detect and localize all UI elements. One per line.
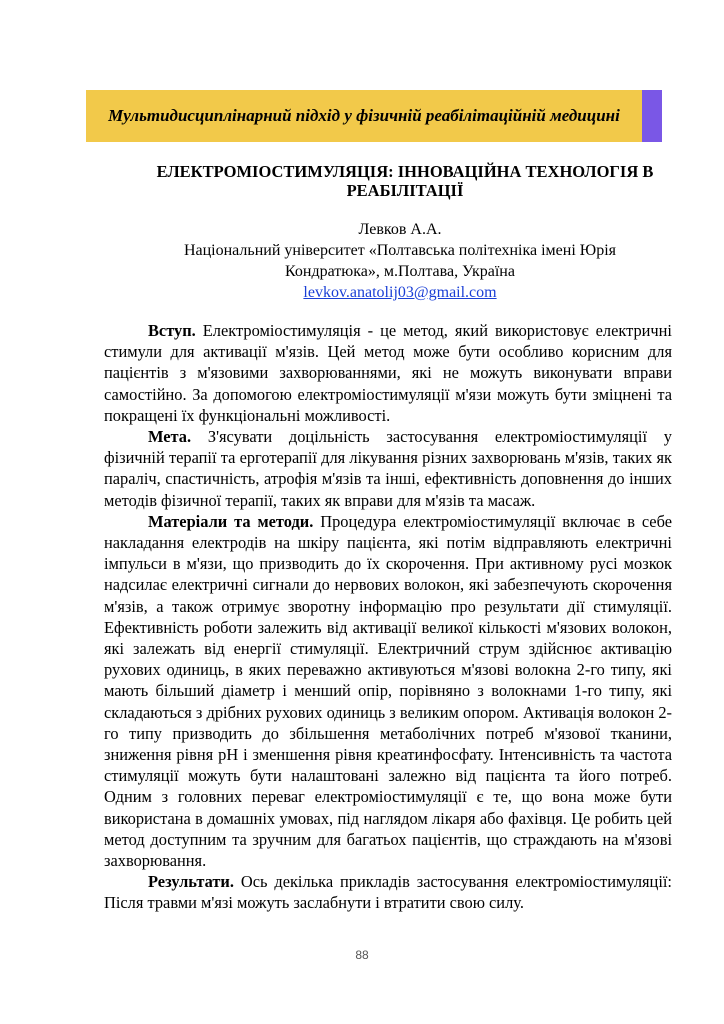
affiliation-line: Кондратюка», м.Полтава, Україна xyxy=(285,263,515,280)
banner-accent xyxy=(642,90,662,142)
header-banner xyxy=(86,90,662,142)
article-title-line: РЕАБІЛІТАЦІЇ xyxy=(346,181,464,200)
section-heading: Вступ. xyxy=(148,321,196,340)
section-text: Електроміостимуляція - це метод, який використовує електричні стимули для активації м'язів. Цей метод може бути особливо корисним для пацієнтів з м'язовими захворюваннями, які не можуть виконувати вправи самостійно. За допомогою електроміостимуляції м'язи можуть бути зміцнені та покращені їх функціональні можливості. xyxy=(104,321,672,425)
article-body xyxy=(104,320,672,914)
section-heading: Результати. xyxy=(148,872,234,892)
section-heading: Матеріали та методи. xyxy=(148,511,314,531)
author-name: Левков А.А. xyxy=(358,221,442,238)
section-methods xyxy=(104,511,672,871)
article-title-line: ЕЛЕКТРОМІОСТИМУЛЯЦІЯ: ІННОВАЦІЙНА ТЕХНОЛОГІЯ В xyxy=(156,162,654,181)
section-aim xyxy=(104,426,672,511)
affiliation-line: Національний університет «Полтавська політехніка імені Юрія xyxy=(183,242,617,259)
section-text: Процедура електроміостимуляції включає в себе накладання електродів на шкіру пацієнта, які потім відправляють електричні імпульси в м'язи, що призводить до їх скорочення. При активному русі мозкок надсилає електричні сигнали до нервових волокон, які забезпечують скорочення м'язів, а також отримує зворотну інформацію про результати дії стимуляції. Ефективність роботи залежить від активації великої кількості м'язових волокон, які залежать від енергії стимуляції. Електричний струм здійснює активацію рухових одиниць, в яких переважно активуються м'язові волокна 2-го типу, які мають більший діаметр і менший опір, порівняно з волокнами 1-го типу, які складаються з дрібних рухових одиниць з великим опором. Активація волокон 2-го типу призводить до збільшення метаболічних потреб м'язової тканини, зниження рівня pH і зменшення рівня креатинфосфату. Інтенсивність та частота стимуляції можуть бути налаштовані залежно від пацієнта та його потреб. Одним з головних переваг електроміостимуляції є те, що вона може бути використана в домашніх умовах, під наглядом лікаря або фахівця. Це робить цей метод доступним та зручним для багатьох пацієнтів, що страждають на м'язові захворювання. xyxy=(104,511,672,871)
section-text: З'ясувати доцільність застосування електроміостимуляції у фізичній терапії та ерготерапії для лікування різних захворювань м'язів, таких як параліч, спастичність, атрофія м'язів та інші, ефективність доповнення до інших методів фізичної терапії, таких як вправи для м'язів та масаж. xyxy=(104,427,672,510)
banner-title: Мультидисциплінарний підхід у фізичній реабілітаційній медицині xyxy=(108,106,620,125)
author-block xyxy=(130,219,670,303)
section-heading: Мета. xyxy=(148,427,192,447)
page-number: 88 xyxy=(355,948,369,962)
section-text: Ось декілька прикладів застосування електроміостимуляції: Після травми м'язі можуть заслабнути і втратити свою силу. xyxy=(104,872,672,913)
article-title xyxy=(140,162,670,200)
section-results xyxy=(104,871,672,913)
section-intro xyxy=(104,320,672,426)
author-email-link[interactable]: levkov.anatolij03@gmail.com xyxy=(303,284,497,301)
